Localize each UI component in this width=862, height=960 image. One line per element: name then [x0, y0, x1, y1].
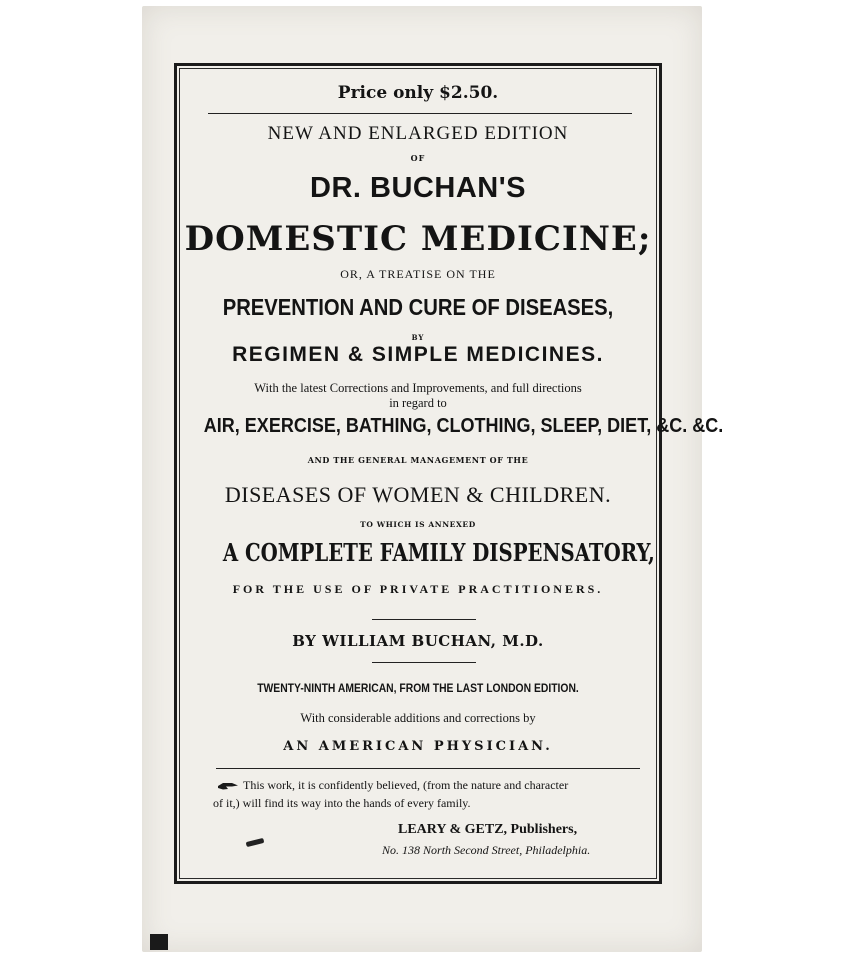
general-management-line: AND THE GENERAL MANAGEMENT OF THE — [307, 455, 529, 465]
address-line — [382, 843, 590, 858]
corrections-line-1: With the latest Corrections and Improvements, and full directions — [254, 381, 582, 395]
physician-line: AN AMERICAN PHYSICIAN. — [283, 739, 553, 754]
price-line: Price only $2.50. — [337, 83, 499, 103]
annexed-line: TO WHICH IS ANNEXED — [360, 520, 476, 529]
byline: BY WILLIAM BUCHAN, M.D. — [292, 632, 544, 650]
short-rule-top — [372, 619, 476, 620]
divider-rule — [208, 113, 632, 114]
address-text: 138 North Second Street, Philadelphia. — [402, 843, 591, 857]
corrections-line-2: in regard to — [389, 396, 447, 410]
by-label: BY — [411, 333, 425, 342]
topics-heading: AIR, EXERCISE, BATHING, CLOTHING, SLEEP, DIET, &C. &C. — [203, 415, 724, 437]
short-rule-bottom — [372, 662, 476, 663]
dispensatory-heading: A COMPLETE FAMILY DISPENSATORY, — [222, 538, 655, 567]
book-title: DOMESTIC MEDICINE; — [184, 219, 652, 259]
diseases-heading: DISEASES OF WOMEN & CHILDREN. — [224, 482, 612, 507]
subtitle-main: PREVENTION AND CURE OF DISEASES, — [222, 294, 614, 320]
edition-heading: NEW AND ENLARGED EDITION — [267, 123, 569, 144]
address-number-label: No. — [382, 843, 400, 857]
corner-mark — [150, 934, 168, 950]
of-label: OF — [410, 153, 426, 163]
publisher-line: LEARY & GETZ, Publishers, — [398, 822, 578, 837]
pointing-hand-icon — [217, 781, 239, 791]
regimen-heading: REGIMEN & SIMPLE MEDICINES. — [232, 343, 604, 366]
subtitle-intro: OR, A TREATISE ON THE — [340, 267, 496, 281]
author-title: DR. BUCHAN'S — [310, 172, 526, 204]
footnote-text-1: This work, it is confidently believed, (from the nature and character — [243, 778, 569, 792]
edition-note: TWENTY-NINTH AMERICAN, FROM THE LAST LONDON EDITION. — [257, 683, 579, 695]
footer-rule — [216, 768, 640, 769]
footnote-line-2: of it,) will find its way into the hands of every family. — [213, 796, 471, 810]
footnote-line-1 — [217, 778, 568, 793]
private-use-line: FOR THE USE OF PRIVATE PRACTITIONERS. — [232, 582, 604, 596]
additions-line: With considerable additions and corrections by — [300, 711, 536, 725]
